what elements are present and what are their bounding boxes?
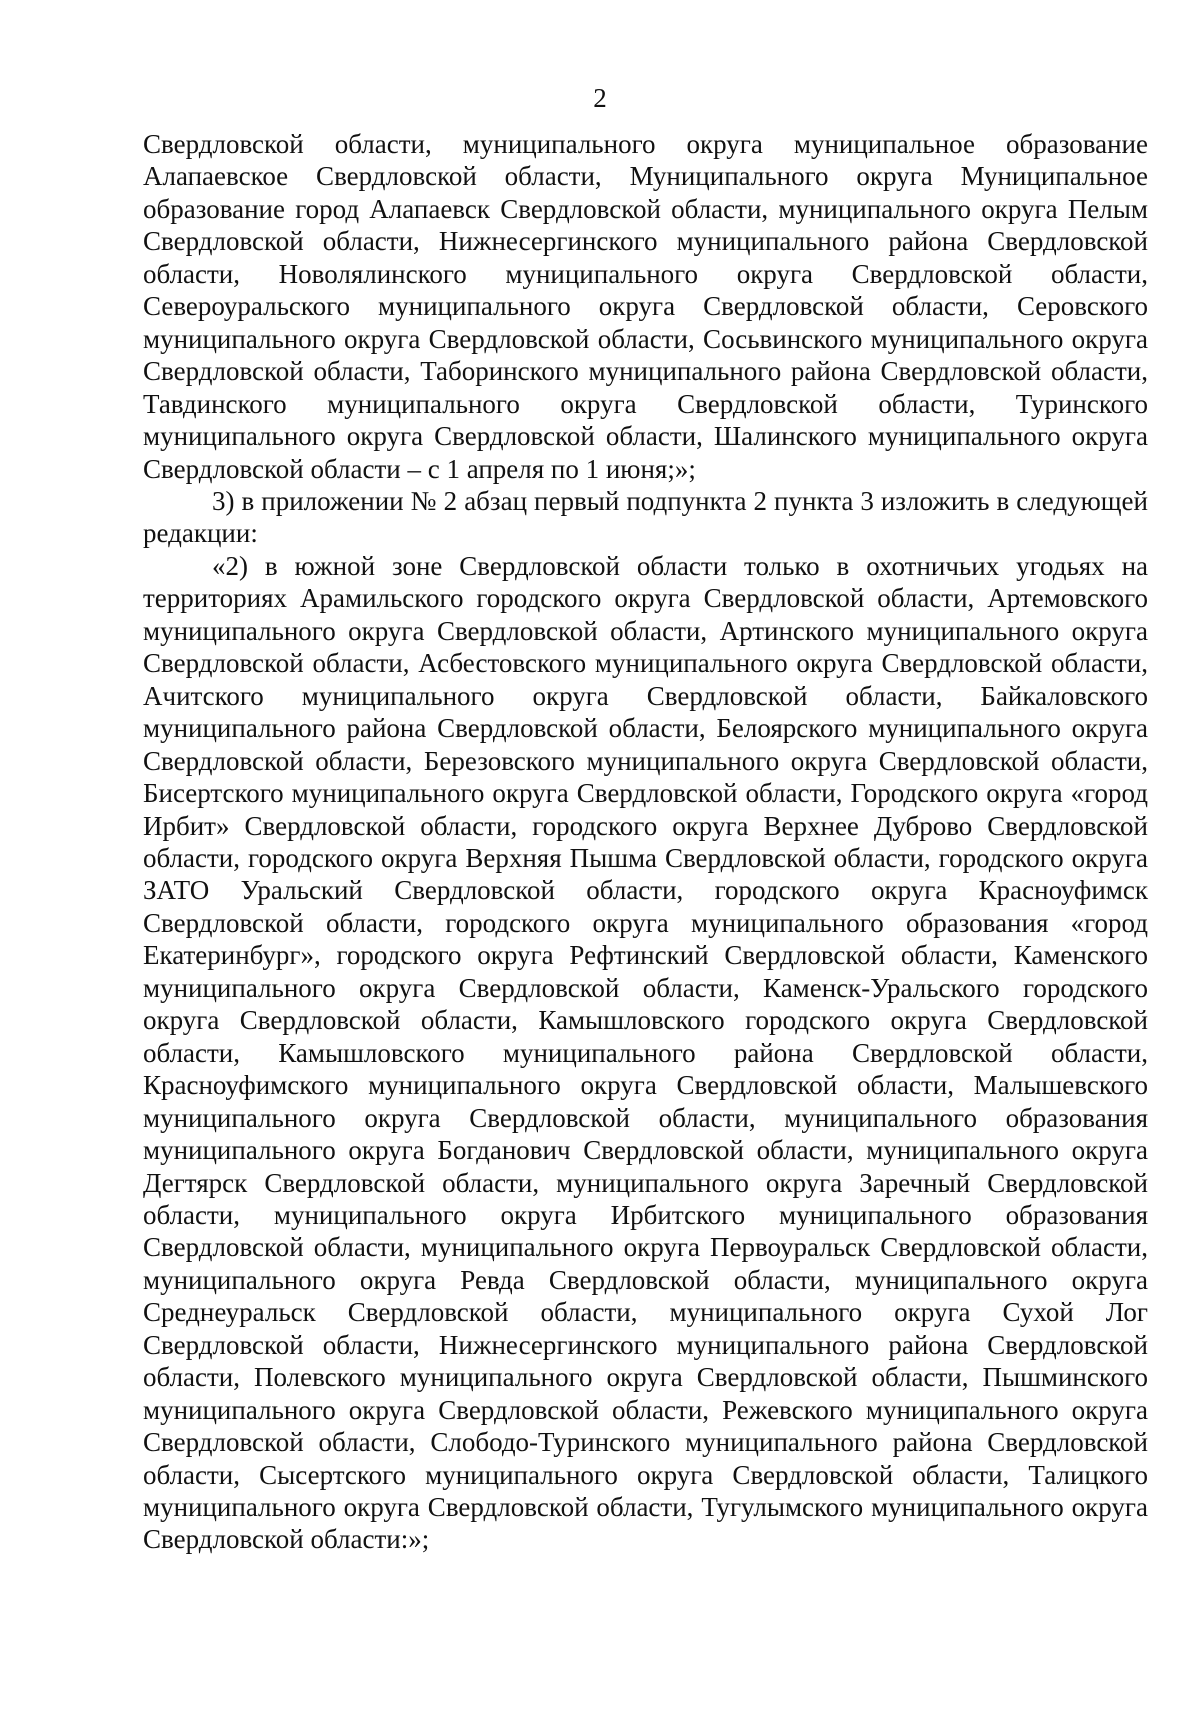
paragraph-continuation: Свердловской области, муниципального округа муниципальное образование Алапаевское Свердловской области, Муниципального округа Муниципальное образование город Алапаевск Свердловской области, муниципального округа Пелым Свердловской области, Нижнесергинского муниципального района Свердловской области, Новолялинского муниципального округа Свердловской области, Североуральского муниципального округа Свердловской области, Серовского муниципального округа Свердловской области, Сосьвинского муниципального округа Свердловской области, Таборинского муниципального района Свердловской области, Тавдинского муниципального округа Свердловской области, Туринского муниципального округа Свердловской области, Шалинского муниципального округа Свердловской области – с 1 апреля по 1 июня;»; — [143, 129, 1148, 484]
page-number: 2 — [593, 83, 607, 113]
paragraph-quoted-subitem-2: «2) в южной зоне Свердловской области только в охотничьих угодьях на территориях Арамильского городского округа Свердловской области, Артемовского муниципального округа Свердловской области, Артинского муниципального округа Свердловской области, Асбестовского муниципального округа Свердловской области, Ачитского муниципального округа Свердловской области, Байкаловского муниципального района Свердловской области, Белоярского муниципального округа Свердловской области, Березовского муниципального округа Свердловской области, Бисертского муниципального округа Свердловской области, Городского округа «город Ирбит» Свердловской области, городского округа Верхнее Дуброво Свердловской области, городского округа Верхняя Пышма Свердловской области, городского округа ЗАТО Уральский Свердловской области, городского округа Красноуфимск Свердловской области, городского округа муниципального образования «город Екатеринбург», городского округа Рефтинский Свердловской области, Каменского муниципального округа Свердловской области, Каменск-Уральского городского округа Свердловской области, Камышловского городского округа Свердловской области, Камышловского муниципального района Свердловской области, Красноуфимского муниципального округа Свердловской области, Малышевского муниципального округа Свердловской области, муниципального образования муниципального округа Богданович Свердловской области, муниципального округа Дегтярск Свердловской области, муниципального округа Заречный Свердловской области, муниципального округа Ирбитского муниципального образования Свердловской области, муниципального округа Первоуральск Свердловской области, муниципального округа Ревда Свердловской области, муниципального округа Среднеуральск Свердловской области, муниципального округа Сухой Лог Свердловской области, Нижнесергинского муниципального района Свердловской области, Полевского муниципального округа Свердловской области, Пышминского муниципального округа Свердловской области, Режевского муниципального округа Свердловской области, Слободо-Туринского муниципального района Свердловской области, Сысертского муниципального округа Свердловской области, Талицкого муниципального округа Свердловской области, Тугулымского муниципального округа Свердловской области:»; — [143, 550, 1148, 1555]
paragraph-item-3: 3) в приложении № 2 абзац первый подпункта 2 пункта 3 изложить в следующей редакции: — [143, 485, 1148, 549]
document-body — [143, 128, 1148, 1556]
